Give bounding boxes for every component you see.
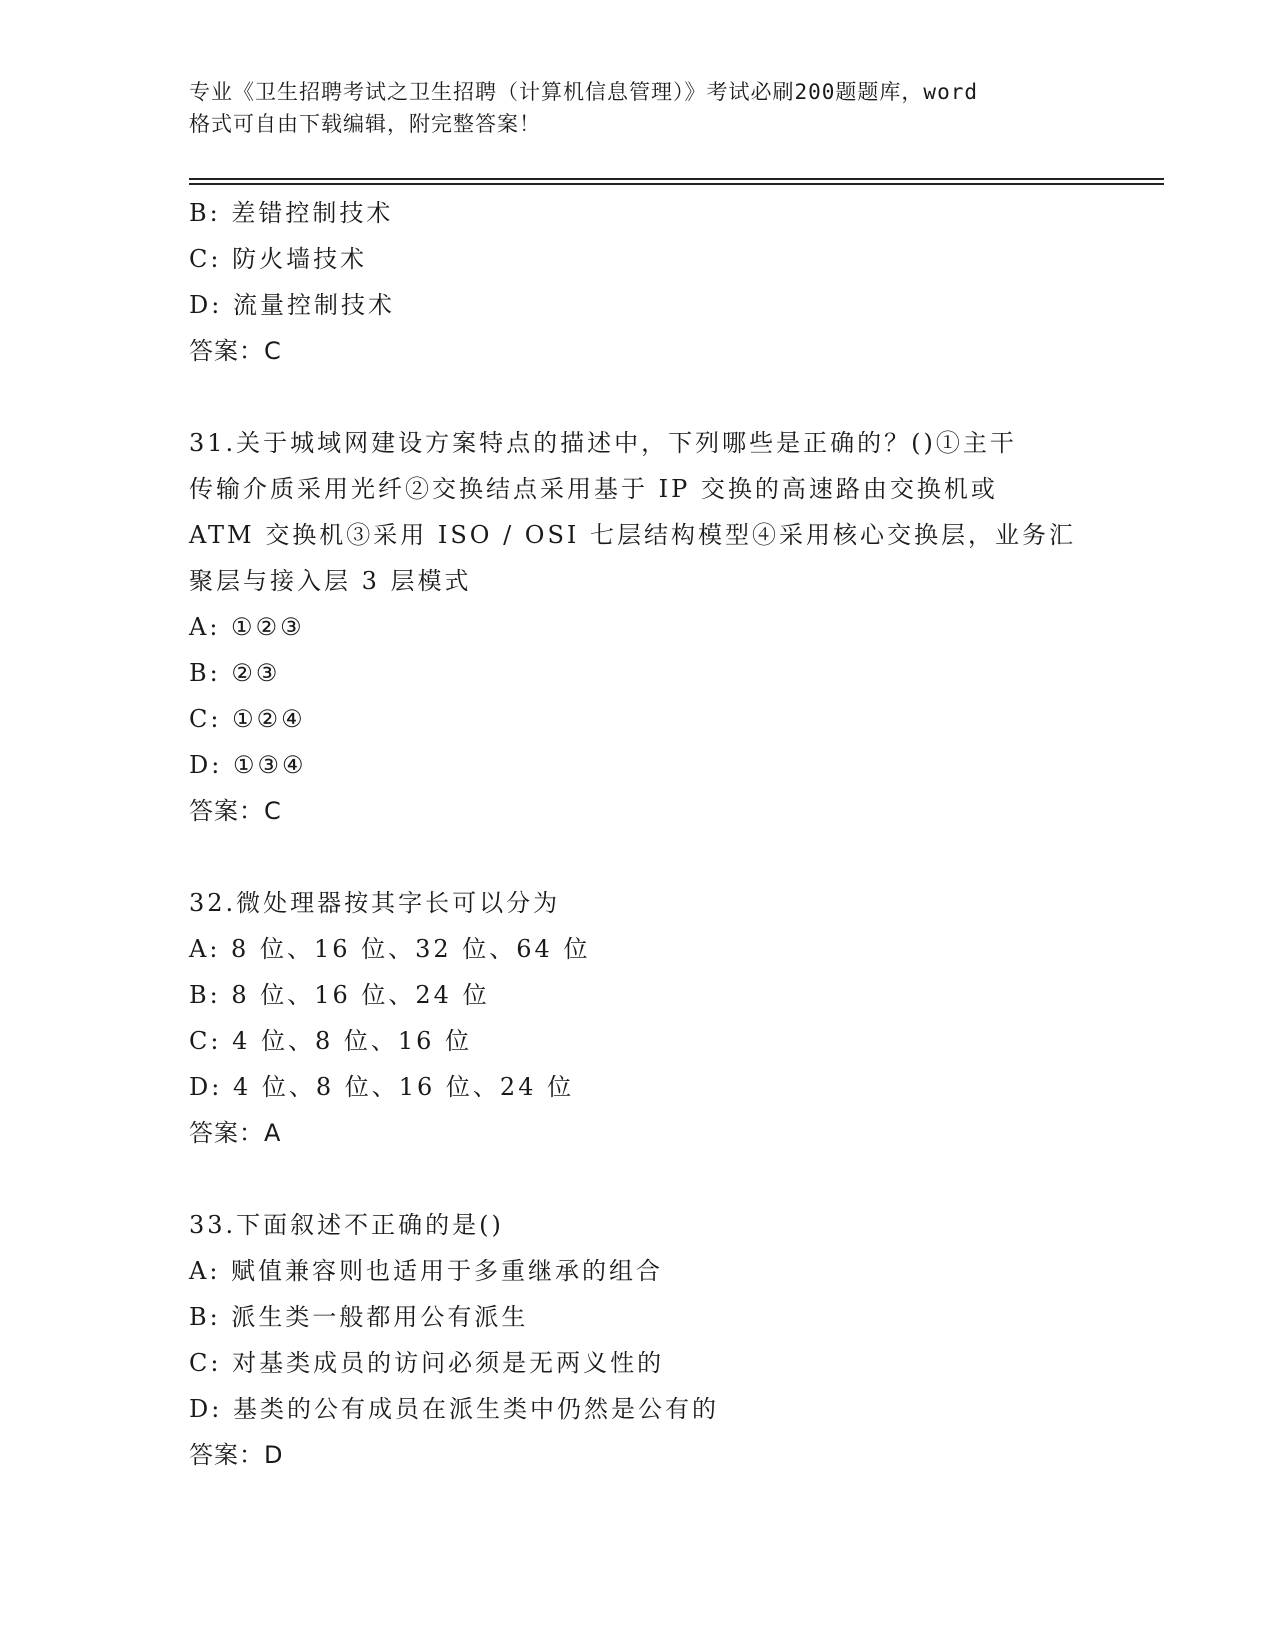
option-b: B: 差错控制技术 <box>189 199 394 227</box>
question-stem-line: 聚层与接入层 3 层模式 <box>189 567 472 595</box>
option-c: C: 4 位、8 位、16 位 <box>189 1027 473 1055</box>
option-a: A: 8 位、16 位、32 位、64 位 <box>189 935 591 963</box>
question-block-33 <box>189 1202 1089 1478</box>
question-stem-line: 32.微处理器按其字长可以分为 <box>189 889 561 917</box>
question-block-prev <box>189 190 1089 374</box>
answer-line: 答案：C <box>189 337 282 365</box>
option-b: B: ②③ <box>189 659 281 687</box>
answer-line: 答案：C <box>189 797 282 825</box>
answer-line: 答案：A <box>189 1119 282 1147</box>
question-list <box>189 190 1089 1478</box>
option-d: D: 流量控制技术 <box>189 291 395 319</box>
header-line-2: 格式可自由下载编辑，附完整答案！ <box>189 112 541 136</box>
option-b: B: 派生类一般都用公有派生 <box>189 1303 529 1331</box>
spacer <box>189 834 1089 880</box>
option-d: D: ①③④ <box>189 751 307 779</box>
option-b: B: 8 位、16 位、24 位 <box>189 981 490 1009</box>
question-stem-line: 33.下面叙述不正确的是() <box>189 1211 504 1239</box>
header-divider-top <box>189 178 1164 180</box>
option-c: C: 防火墙技术 <box>189 245 368 273</box>
option-a: A: 赋值兼容则也适用于多重继承的组合 <box>189 1257 664 1285</box>
question-stem-line: 传输介质采用光纤②交换结点采用基于 IP 交换的高速路由交换机或 <box>189 475 998 503</box>
option-c: C: ①②④ <box>189 705 306 733</box>
header-line-1: 专业《卫生招聘考试之卫生招聘（计算机信息管理）》考试必刷200题题库，word <box>189 80 978 104</box>
document-header <box>189 76 1089 140</box>
question-block-32 <box>189 880 1089 1156</box>
header-divider-bottom <box>189 183 1164 185</box>
answer-line: 答案：D <box>189 1441 284 1469</box>
spacer <box>189 374 1089 420</box>
option-a: A: ①②③ <box>189 613 305 641</box>
question-stem-line: 31.关于城域网建设方案特点的描述中，下列哪些是正确的？()①主干 <box>189 429 1017 457</box>
question-stem-line: ATM 交换机③采用 ISO / OSI 七层结构模型④采用核心交换层，业务汇 <box>189 521 1077 549</box>
option-d: D: 4 位、8 位、16 位、24 位 <box>189 1073 575 1101</box>
option-c: C: 对基类成员的访问必须是无两义性的 <box>189 1349 665 1377</box>
option-d: D: 基类的公有成员在派生类中仍然是公有的 <box>189 1395 719 1423</box>
question-block-31 <box>189 420 1089 834</box>
spacer <box>189 1156 1089 1202</box>
